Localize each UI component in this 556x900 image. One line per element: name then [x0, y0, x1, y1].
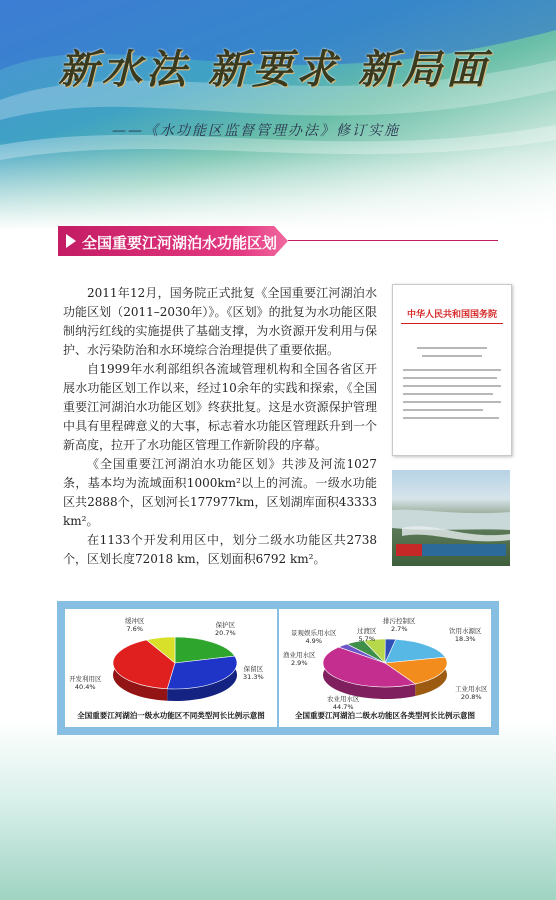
slice-label: 渔业用水区 2.9% — [283, 651, 316, 667]
slice-label: 排污控制区 2.7% — [383, 617, 416, 633]
document-red-rule — [401, 323, 503, 324]
section-divider — [288, 240, 498, 241]
river-photo — [392, 470, 510, 566]
paragraph: 自1999年水利部组织各流域管理机构和全国各省区开展水功能区划工作以来，经过10余年的实践和探索，《全国重要江河湖泊水功能区划》终获批复。这是水资源保护管理中具有里程碑意义的大事，标志着水功能区管理跃升到一个新高度，拉开了水功能区管理工作新阶段的序幕。 — [63, 362, 377, 452]
section-title: 全国重要江河湖泊水功能区划 — [82, 234, 278, 252]
document-text-line — [417, 347, 487, 349]
section-header — [58, 226, 498, 256]
chart-panel — [57, 601, 499, 735]
footer-landscape-background — [0, 720, 556, 900]
slice-label: 保护区 20.7% — [215, 621, 236, 637]
document-text-line — [403, 393, 493, 395]
chart-1 — [65, 609, 277, 727]
document-header: 中华人民共和国国务院 — [406, 310, 497, 320]
headline: 新水法 新要求 新局面 — [58, 46, 490, 93]
subtitle: ——《水功能区监督管理办法》修订实施 — [112, 123, 400, 139]
slice-label: 工业用水区 20.8% — [455, 685, 488, 701]
document-text-line — [403, 409, 483, 411]
slice-label: 景观娱乐用水区 4.9% — [291, 629, 337, 645]
slice-label: 保留区 31.3% — [243, 665, 264, 681]
document-text-line — [403, 417, 499, 419]
slice-label: 缓冲区 7.6% — [125, 617, 145, 633]
slice-label: 饮用水源区 18.3% — [449, 627, 482, 643]
body-text — [63, 284, 377, 569]
paragraph: 在1133个开发利用区中，划分二级水功能区共2738个，区划长度72018 km，区划面积6792 km²。 — [63, 533, 377, 566]
paragraph: 《全国重要江河湖泊水功能区划》共涉及河流1027条，基本均为流域面积1000km²以上的河流。一级水功能区共2888个，区划河长177977km，区划湖库面积43333 km²。 — [63, 457, 377, 528]
state-council-document-image — [392, 284, 512, 456]
slice-label: 农业用水区 44.7% — [327, 695, 360, 711]
news-caption-tag — [396, 544, 422, 556]
header-wave-decoration — [0, 0, 556, 230]
slice-label: 过渡区 5.7% — [357, 627, 377, 643]
chart-2 — [279, 609, 491, 727]
document-text-line — [403, 369, 501, 371]
document-text-line — [403, 377, 497, 379]
paragraph: 2011年12月，国务院正式批复《全国重要江河湖泊水功能区划（2011–2030年）》。《区划》的批复为水功能区限制纳污红线的实施提供了基础支撑，为水资源开发利用与保护、水污染防治和水环境综合治理提供了重要依据。 — [63, 286, 377, 357]
chart-caption: 全国重要江河湖泊一级水功能区不同类型河长比例示意图 — [77, 711, 265, 720]
slice-label: 开发利用区 40.4% — [69, 675, 102, 691]
document-text-line — [403, 385, 501, 387]
document-text-line — [422, 355, 482, 357]
chart-caption: 全国重要江河湖泊二级水功能区各类型河长比例示意图 — [295, 711, 475, 720]
document-text-line — [403, 401, 501, 403]
arrow-icon — [66, 234, 76, 248]
